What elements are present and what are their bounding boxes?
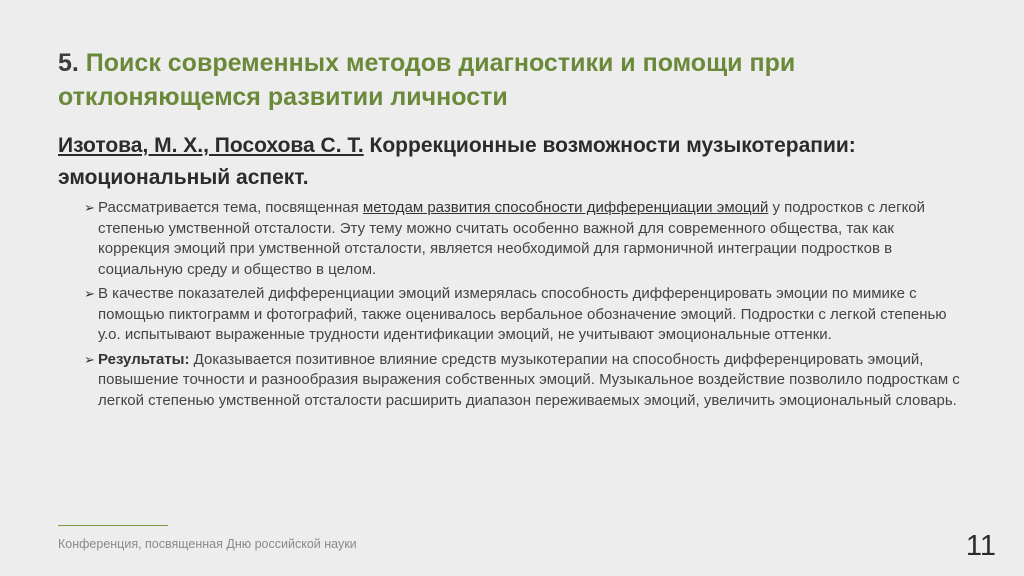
title-line-1: Поиск современных методов диагностики и помощи при [78, 49, 796, 77]
arrow-bullet-icon: ➢ [84, 200, 95, 215]
list-item [86, 198, 966, 280]
bullet-text: Рассматривается тема, посвященная [98, 199, 363, 216]
arrow-bullet-icon: ➢ [84, 351, 95, 367]
footer-divider [58, 525, 168, 526]
footer-text: Конференция, посвященная Дню российской науки [58, 537, 357, 551]
reference-title: Коррекционные возможности музыкотерапии: эмоциональный аспект. [58, 134, 856, 189]
results-label: Результаты: [98, 350, 190, 368]
arrow-bullet-icon: ➢ [84, 286, 95, 301]
slide-title [58, 46, 958, 114]
section-number: 5. [58, 49, 79, 77]
list-item [86, 350, 966, 412]
bullet-text: В качестве показателей дифференциации эмоций измерялась способность дифференцировать эмоции по мимике с помощью пиктограмм и фотографий, также оценивалось вербальное обозначение эмоций. Подростки с легкой степенью у.о. испытывают выраженные трудности идентификации эмоций, не учитывают эмоциональные оттенки. [98, 285, 947, 343]
bullet-underlined-text: методам развития способности дифференциации эмоций [362, 199, 769, 216]
reference-heading [58, 130, 978, 194]
page-number: 11 [965, 530, 996, 562]
bullet-list [86, 198, 966, 415]
reference-authors: Изотова, М. Х., Посохова С. Т. [58, 134, 364, 157]
title-line-2: отклоняющемся развитии личности [58, 83, 508, 111]
list-item [86, 284, 966, 346]
bullet-text: у подростков с легкой степенью умственной отсталости. Эту тему можно считать особенно важной для современного общества, так как коррекция эмоций при умственной отсталости, является необходимой для гармоничной интеграции подростков в социальную среду и общество в целом. [98, 199, 926, 278]
bullet-text: Доказывается позитивное влияние средств музыкотерапии на способность дифференцировать эмоций, повышение точности и разнообразия выражения собственных эмоций. Музыкальное воздействие позволило подросткам с легкой степенью умственной отсталости расширить диапазон переживаемых эмоций, увеличить эмоциональный словарь. [98, 350, 960, 409]
